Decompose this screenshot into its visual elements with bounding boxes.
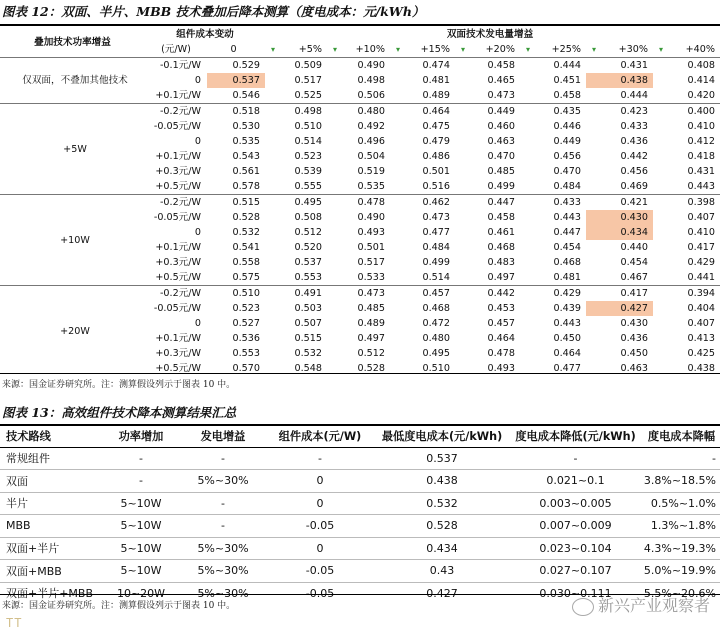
table-cell: 4.3%~19.3% <box>643 537 720 560</box>
lcoe-cell: 0.454 <box>620 257 648 268</box>
lcoe-cell: 0.461 <box>487 227 515 238</box>
lcoe-cell: 0.433 <box>520 195 586 211</box>
lcoe-cell: 0.468 <box>553 257 581 268</box>
gain-header-text: +15% <box>420 44 450 55</box>
table-cell: 0.021~0.1 <box>508 470 643 493</box>
tech-route-cell: 双面+半片+MBB <box>6 587 94 601</box>
lcoe-cell: 0.463 <box>620 363 648 374</box>
lcoe-cell: 0.439 <box>553 303 581 314</box>
lcoe-cell: 0.578 <box>232 181 260 192</box>
lcoe-cell: 0.483 <box>487 257 515 268</box>
lcoe-cell: 0.499 <box>487 181 515 192</box>
lcoe-cell: 0.525 <box>294 90 322 101</box>
lcoe-cell: 0.485 <box>357 303 385 314</box>
lcoe-cell: 0.447 <box>553 227 581 238</box>
lcoe-cell: 0.456 <box>620 166 648 177</box>
lcoe-cell: 0.528 <box>357 363 385 374</box>
table-header-row <box>0 425 720 447</box>
lcoe-cell: 0.523 <box>294 151 322 162</box>
lcoe-cell: 0.509 <box>265 58 327 74</box>
lcoe-cell: 0.430 <box>620 318 648 329</box>
lcoe-cell: 0.444 <box>520 58 586 74</box>
table-cell: 0.532 <box>376 492 508 515</box>
lcoe-cell: 0.462 <box>390 195 455 211</box>
cost-delta-cell: +0.5元/W <box>155 363 201 374</box>
lcoe-cell: 0.498 <box>265 104 327 120</box>
lcoe-cell: 0.523 <box>232 303 260 314</box>
table-cell: - <box>100 470 182 493</box>
lcoe-cell: 0.468 <box>422 303 450 314</box>
table-cell: 5~10W <box>100 492 182 515</box>
lcoe-cell: 0.431 <box>687 166 716 177</box>
lcoe-cell: 0.537 <box>207 73 265 88</box>
table-cell: 3.8%~18.5% <box>643 470 720 493</box>
lcoe-cell: 0.440 <box>620 242 648 253</box>
table-cell: - <box>643 447 720 470</box>
fig13-title: 图表 13：高效组件技术降本测算结果汇总 <box>2 405 237 420</box>
lcoe-cell: 0.434 <box>586 225 653 240</box>
fig13-source: 来源：国金证券研究所。注：测算假设列示于图表 10 中。 <box>2 601 236 611</box>
lcoe-cell: 0.418 <box>687 151 716 162</box>
lcoe-cell: 0.514 <box>422 272 450 283</box>
cost-delta-cell: -0.05元/W <box>153 121 201 132</box>
lcoe-cell: 0.473 <box>422 212 450 223</box>
lcoe-cell: 0.490 <box>327 58 390 74</box>
lcoe-cell: 0.499 <box>422 257 450 268</box>
lcoe-cell: 0.501 <box>422 166 450 177</box>
lcoe-cell: 0.451 <box>553 75 581 86</box>
lcoe-cell: 0.474 <box>390 58 455 74</box>
lcoe-cell: 0.450 <box>620 348 648 359</box>
lcoe-cell: 0.510 <box>294 121 322 132</box>
lcoe-cell: 0.431 <box>586 58 653 74</box>
gain-header-1 <box>265 42 327 58</box>
lcoe-cell: 0.436 <box>620 136 648 147</box>
cost-delta-cell: +0.5元/W <box>155 181 201 192</box>
cost-delta-cell: 0 <box>194 318 201 329</box>
lcoe-cell: 0.528 <box>232 212 260 223</box>
cost-delta-cell: -0.2元/W <box>150 195 207 211</box>
column-header: 度电成本降低(元/kWh) <box>508 425 643 447</box>
lcoe-cell: 0.470 <box>553 166 581 177</box>
lcoe-cell: 0.477 <box>553 363 581 374</box>
lcoe-cell: 0.446 <box>553 121 581 132</box>
lcoe-cell: 0.473 <box>487 90 515 101</box>
lcoe-cell: 0.508 <box>294 212 322 223</box>
cost-delta-cell: +0.5元/W <box>155 272 201 283</box>
lcoe-cell: 0.493 <box>357 227 385 238</box>
lcoe-cell: 0.449 <box>455 104 520 120</box>
table-cell: - <box>182 515 264 538</box>
fig12-table <box>0 27 720 376</box>
tech-route-cell: 双面 <box>0 470 100 493</box>
cost-delta-cell: +0.1元/W <box>155 90 201 101</box>
table-cell: 5~10W <box>100 560 182 583</box>
lcoe-cell: 0.496 <box>357 136 385 147</box>
lcoe-cell: 0.425 <box>687 348 716 359</box>
lcoe-cell: 0.458 <box>553 90 581 101</box>
lcoe-cell: 0.517 <box>294 75 322 86</box>
cost-delta-cell: +0.1元/W <box>155 151 201 162</box>
table-row <box>0 470 720 493</box>
header-marker-icon: ▾ <box>271 45 276 54</box>
lcoe-cell: 0.537 <box>294 257 322 268</box>
lcoe-cell: 0.486 <box>422 151 450 162</box>
lcoe-cell: 0.548 <box>294 363 322 374</box>
lcoe-cell: 0.433 <box>620 121 648 132</box>
lcoe-cell: 0.480 <box>422 333 450 344</box>
lcoe-cell: 0.543 <box>232 151 260 162</box>
lcoe-cell: 0.527 <box>232 318 260 329</box>
table-cell: 5~10W <box>100 537 182 560</box>
cost-delta-cell: 0 <box>194 75 201 86</box>
header-marker-icon: ▾ <box>526 45 531 54</box>
lcoe-cell: 0.533 <box>357 272 385 283</box>
table-cell: 5%~30% <box>182 470 264 493</box>
lcoe-cell: 0.458 <box>455 58 520 74</box>
lcoe-cell: 0.429 <box>520 286 586 302</box>
column-header: 发电增益 <box>182 425 264 447</box>
lcoe-cell: 0.430 <box>586 210 653 225</box>
table-cell: - <box>182 492 264 515</box>
table-cell: -0.05 <box>305 586 335 600</box>
watermark-stamp: TT <box>6 616 23 630</box>
table-cell: 0.003~0.005 <box>508 492 643 515</box>
cost-delta-cell: +0.3元/W <box>155 348 201 359</box>
lcoe-cell: 0.420 <box>687 90 716 101</box>
tech-route-cell: MBB <box>0 515 100 538</box>
cost-delta-cell: +0.3元/W <box>155 166 201 177</box>
lcoe-cell: 0.481 <box>422 75 450 86</box>
gain-header-3 <box>390 42 455 58</box>
lcoe-cell: 0.400 <box>653 104 720 120</box>
lcoe-cell: 0.529 <box>207 58 265 74</box>
lcoe-cell: 0.530 <box>232 121 260 132</box>
lcoe-cell: 0.436 <box>620 333 648 344</box>
fig12-source: 来源：国金证券研究所。注：测算假设列示于图表 10 中。 <box>2 380 236 390</box>
lcoe-cell: 0.495 <box>422 348 450 359</box>
table-cell: 0.438 <box>376 470 508 493</box>
lcoe-cell: 0.467 <box>620 272 648 283</box>
table-cell: 0.537 <box>376 447 508 470</box>
lcoe-cell: 0.480 <box>327 104 390 120</box>
cost-delta-cell: -0.2元/W <box>150 104 207 120</box>
table-cell: 1.3%~1.8% <box>643 515 720 538</box>
lcoe-cell: 0.492 <box>357 121 385 132</box>
fig12-header-row-1 <box>0 27 720 42</box>
table-cell: 10~20W <box>116 586 166 600</box>
lcoe-cell: 0.553 <box>294 272 322 283</box>
cost-change-header: 组件成本变动 <box>176 29 234 40</box>
header-marker-icon: ▾ <box>659 45 664 54</box>
table-row <box>0 492 720 515</box>
tech-route-cell: 常规组件 <box>0 447 100 470</box>
cost-delta-cell: -0.2元/W <box>150 286 207 302</box>
lcoe-cell: 0.410 <box>687 227 716 238</box>
gain-header-text: +40% <box>685 44 716 55</box>
lcoe-cell: 0.473 <box>327 286 390 302</box>
lcoe-cell: 0.485 <box>487 166 515 177</box>
lcoe-cell: 0.427 <box>586 301 653 316</box>
lcoe-cell: 0.449 <box>553 136 581 147</box>
lcoe-cell: 0.516 <box>422 181 450 192</box>
lcoe-cell: 0.457 <box>487 318 515 329</box>
lcoe-cell: 0.479 <box>422 136 450 147</box>
lcoe-cell: 0.417 <box>586 286 653 302</box>
table-cell: - <box>508 447 643 470</box>
lcoe-cell: 0.555 <box>294 181 322 192</box>
lcoe-cell: 0.478 <box>487 348 515 359</box>
cost-delta-cell: 0 <box>194 136 201 147</box>
lcoe-cell: 0.489 <box>357 318 385 329</box>
group-label: +10W <box>0 195 150 286</box>
stack-gain-header: 叠加技术功率增益 <box>34 36 111 48</box>
column-header: 组件成本(元/W) <box>264 425 376 447</box>
table-cell: 5.0%~19.9% <box>643 560 720 583</box>
gain-header-text: +10% <box>355 44 385 55</box>
table-row <box>0 195 720 211</box>
lcoe-cell: 0.515 <box>294 333 322 344</box>
table-cell: -0.05 <box>264 560 376 583</box>
lcoe-cell: 0.447 <box>455 195 520 211</box>
lcoe-cell: 0.423 <box>586 104 653 120</box>
lcoe-cell: 0.475 <box>422 121 450 132</box>
lcoe-cell: 0.539 <box>294 166 322 177</box>
table-cell: 0.023~0.104 <box>508 537 643 560</box>
gain-header-7 <box>653 42 720 58</box>
header-marker-icon: ▾ <box>333 45 338 54</box>
tech-route-cell: 双面+MBB <box>0 560 100 583</box>
lcoe-cell: 0.512 <box>294 227 322 238</box>
lcoe-cell: 0.442 <box>455 286 520 302</box>
watermark <box>572 593 710 616</box>
lcoe-cell: 0.484 <box>422 242 450 253</box>
cost-unit-header: (元/W) <box>161 44 191 55</box>
lcoe-cell: 0.503 <box>294 303 322 314</box>
lcoe-cell: 0.435 <box>520 104 586 120</box>
lcoe-cell: 0.408 <box>653 58 720 74</box>
column-header: 最低度电成本(元/kWh) <box>376 425 508 447</box>
lcoe-cell: 0.454 <box>553 242 581 253</box>
lcoe-cell: 0.506 <box>357 90 385 101</box>
wechat-icon <box>572 598 594 616</box>
cost-delta-cell: -0.05元/W <box>153 212 201 223</box>
lcoe-cell: 0.472 <box>422 318 450 329</box>
cost-delta-cell: +0.1元/W <box>155 333 201 344</box>
gain-header-4 <box>455 42 520 58</box>
lcoe-cell: 0.558 <box>232 257 260 268</box>
table-cell: - <box>264 447 376 470</box>
lcoe-cell: 0.394 <box>653 286 720 302</box>
lcoe-cell: 0.444 <box>620 90 648 101</box>
lcoe-cell: 0.570 <box>232 363 260 374</box>
table-row <box>0 537 720 560</box>
table-row <box>0 104 720 120</box>
lcoe-cell: 0.464 <box>553 348 581 359</box>
gain-header-text: +5% <box>298 44 322 55</box>
lcoe-cell: 0.438 <box>586 73 653 88</box>
table-row <box>0 515 720 538</box>
table-cell: 0.030~0.111 <box>539 586 612 600</box>
lcoe-cell: 0.421 <box>586 195 653 211</box>
gain-header-5 <box>520 42 586 58</box>
fig12-top-rule <box>0 24 720 26</box>
column-header: 度电成本降幅 <box>643 425 720 447</box>
fig12-bottom-rule <box>0 373 720 374</box>
table-cell: 0 <box>264 537 376 560</box>
lcoe-cell: 0.504 <box>357 151 385 162</box>
table-cell: -0.05 <box>264 515 376 538</box>
lcoe-cell: 0.464 <box>390 104 455 120</box>
lcoe-cell: 0.464 <box>487 333 515 344</box>
lcoe-cell: 0.519 <box>357 166 385 177</box>
lcoe-cell: 0.477 <box>422 227 450 238</box>
lcoe-cell: 0.498 <box>357 75 385 86</box>
table-cell: 0.43 <box>376 560 508 583</box>
lcoe-cell: 0.514 <box>294 136 322 147</box>
table-row <box>0 58 720 74</box>
lcoe-cell: 0.478 <box>327 195 390 211</box>
table-cell: 0.007~0.009 <box>508 515 643 538</box>
lcoe-cell: 0.443 <box>553 318 581 329</box>
table-cell: - <box>100 447 182 470</box>
lcoe-cell: 0.441 <box>687 272 716 283</box>
column-header: 功率增加 <box>100 425 182 447</box>
lcoe-cell: 0.484 <box>553 181 581 192</box>
lcoe-cell: 0.463 <box>487 136 515 147</box>
lcoe-cell: 0.553 <box>232 348 260 359</box>
cost-delta-cell: -0.05元/W <box>153 303 201 314</box>
gain-header-2 <box>327 42 390 58</box>
lcoe-cell: 0.497 <box>487 272 515 283</box>
table-cell: 0.027~0.107 <box>508 560 643 583</box>
lcoe-cell: 0.493 <box>487 363 515 374</box>
table-cell: 0.528 <box>376 515 508 538</box>
fig13-table <box>0 425 720 604</box>
table-cell: 5~10W <box>100 515 182 538</box>
lcoe-cell: 0.404 <box>687 303 716 314</box>
header-marker-icon: ▾ <box>461 45 466 54</box>
lcoe-cell: 0.520 <box>294 242 322 253</box>
table-row <box>0 286 720 302</box>
lcoe-cell: 0.536 <box>232 333 260 344</box>
table-cell: 0.434 <box>376 537 508 560</box>
table-row <box>0 447 720 470</box>
table-cell: 0.427 <box>426 586 458 600</box>
lcoe-cell: 0.450 <box>553 333 581 344</box>
gain-header-0: 0 <box>230 44 237 55</box>
table-cell: 5%~30% <box>182 537 264 560</box>
table-row <box>0 560 720 583</box>
lcoe-cell: 0.517 <box>357 257 385 268</box>
lcoe-cell: 0.489 <box>422 90 450 101</box>
group-label: 仅双面，不叠加其他技术 <box>0 58 150 104</box>
lcoe-cell: 0.510 <box>422 363 450 374</box>
gain-header-6 <box>586 42 653 58</box>
table-cell: 0 <box>264 470 376 493</box>
lcoe-cell: 0.575 <box>232 272 260 283</box>
header-marker-icon: ▾ <box>396 45 401 54</box>
cost-delta-cell: 0 <box>194 227 201 238</box>
lcoe-cell: 0.535 <box>357 181 385 192</box>
lcoe-cell: 0.407 <box>687 212 716 223</box>
lcoe-cell: 0.491 <box>265 286 327 302</box>
lcoe-cell: 0.407 <box>687 318 716 329</box>
lcoe-cell: 0.470 <box>487 151 515 162</box>
lcoe-cell: 0.443 <box>687 181 716 192</box>
lcoe-cell: 0.458 <box>487 212 515 223</box>
lcoe-cell: 0.510 <box>207 286 265 302</box>
bifacial-gain-header: 双面技术发电量增益 <box>446 29 534 40</box>
lcoe-cell: 0.417 <box>687 242 716 253</box>
lcoe-cell: 0.398 <box>653 195 720 211</box>
watermark-text: 新兴产业观察者 <box>597 596 710 615</box>
lcoe-cell: 0.469 <box>620 181 648 192</box>
lcoe-cell: 0.460 <box>487 121 515 132</box>
lcoe-cell: 0.443 <box>553 212 581 223</box>
lcoe-cell: 0.497 <box>357 333 385 344</box>
table-cell: 0.5%~1.0% <box>643 492 720 515</box>
lcoe-cell: 0.457 <box>390 286 455 302</box>
tech-route-cell: 双面+半片 <box>0 537 100 560</box>
lcoe-cell: 0.414 <box>687 75 716 86</box>
lcoe-cell: 0.468 <box>487 242 515 253</box>
lcoe-cell: 0.490 <box>357 212 385 223</box>
lcoe-cell: 0.429 <box>687 257 716 268</box>
lcoe-cell: 0.501 <box>357 242 385 253</box>
lcoe-cell: 0.532 <box>294 348 322 359</box>
lcoe-cell: 0.541 <box>232 242 260 253</box>
lcoe-cell: 0.412 <box>687 136 716 147</box>
lcoe-cell: 0.456 <box>553 151 581 162</box>
table-cell: 5%~30% <box>197 586 249 600</box>
lcoe-cell: 0.532 <box>232 227 260 238</box>
lcoe-cell: 0.495 <box>265 195 327 211</box>
lcoe-cell: 0.518 <box>207 104 265 120</box>
lcoe-cell: 0.465 <box>487 75 515 86</box>
table-cell: - <box>182 447 264 470</box>
gain-header-text: +25% <box>551 44 581 55</box>
gain-header-text: +30% <box>618 44 648 55</box>
lcoe-cell: 0.561 <box>232 166 260 177</box>
table-cell: 0 <box>264 492 376 515</box>
lcoe-cell: 0.481 <box>553 272 581 283</box>
group-label: +20W <box>0 286 150 377</box>
cost-delta-cell: +0.3元/W <box>155 257 201 268</box>
gain-header-text: +20% <box>485 44 515 55</box>
table-cell: 5%~30% <box>182 560 264 583</box>
lcoe-cell: 0.410 <box>687 121 716 132</box>
table-cell: 5.5%~20.6% <box>643 586 716 600</box>
cost-delta-cell: +0.1元/W <box>155 242 201 253</box>
lcoe-cell: 0.438 <box>687 363 716 374</box>
lcoe-cell: 0.507 <box>294 318 322 329</box>
lcoe-cell: 0.413 <box>687 333 716 344</box>
lcoe-cell: 0.453 <box>487 303 515 314</box>
group-label: +5W <box>0 104 150 195</box>
tech-route-cell: 半片 <box>0 492 100 515</box>
lcoe-cell: 0.515 <box>207 195 265 211</box>
fig12-title: 图表 12：双面、半片、MBB 技术叠加后降本测算（度电成本：元/kWh） <box>2 4 425 19</box>
cost-delta-cell: -0.1元/W <box>150 58 207 74</box>
lcoe-cell: 0.442 <box>620 151 648 162</box>
header-marker-icon: ▾ <box>592 45 597 54</box>
lcoe-cell: 0.512 <box>357 348 385 359</box>
lcoe-cell: 0.535 <box>232 136 260 147</box>
column-header: 技术路线 <box>0 425 100 447</box>
lcoe-cell: 0.546 <box>232 90 260 101</box>
